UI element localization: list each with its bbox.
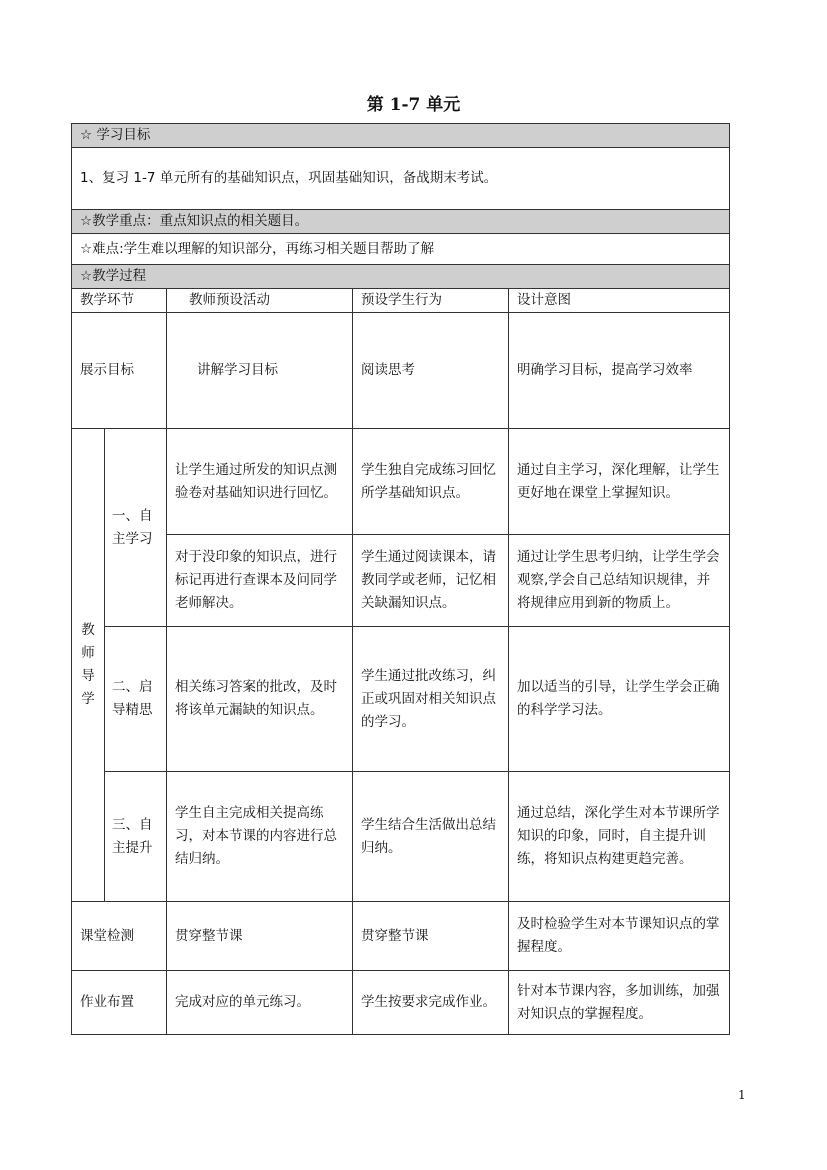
difficult-points: ☆难点:学生难以理解的知识部分，再练习相关题目帮助了解 [72,234,730,265]
stage-cell: 一、自主学习 [105,429,167,627]
process-header: ☆教学过程 [72,265,730,289]
stage-cell: 作业布置 [72,971,167,1035]
intent-cell: 加以适当的引导，让学生学会正确的科学学习法。 [509,627,730,772]
table-row [72,772,730,902]
intent-cell: 明确学习目标，提高学习效率 [509,313,730,429]
table-row [72,535,730,627]
objectives-header: ☆ 学习目标 [72,124,730,148]
column-header: 设计意图 [509,289,730,313]
stage-cell: 二、启导精思 [105,627,167,772]
teacher-cell: 相关练习答案的批改，及时将该单元漏缺的知识点。 [167,627,353,772]
intent-cell: 及时检验学生对本节课知识点的掌握程度。 [509,902,730,971]
intent-cell: 通过让学生思考归纳，让学生学会观察,学会自己总结知识规律，并将规律应用到新的物质上。 [509,535,730,627]
page-number: 1 [738,1088,746,1102]
student-cell: 学生通过阅读课本，请教同学或老师，记忆相关缺漏知识点。 [353,535,509,627]
stage-cell: 展示目标 [72,313,167,429]
column-header: 预设学生行为 [353,289,509,313]
teacher-cell: 学生自主完成相关提高练习，对本节课的内容进行总结归纳。 [167,772,353,902]
lesson-plan-table [71,123,730,1035]
teacher-cell: 完成对应的单元练习。 [167,971,353,1035]
intent-cell: 通过总结，深化学生对本节课所学知识的印象，同时，自主提升训练，将知识点构建更趋完善。 [509,772,730,902]
teacher-cell: 贯穿整节课 [167,902,353,971]
student-cell: 学生结合生活做出总结归纳。 [353,772,509,902]
column-header: 教师预设活动 [167,289,353,313]
objectives-row [72,148,730,210]
objectives-header-row [72,124,730,148]
key-points: ☆教学重点：重点知识点的相关题目。 [72,210,730,234]
student-cell: 贯穿整节课 [353,902,509,971]
column-header: 教学环节 [72,289,167,313]
process-header-row [72,265,730,289]
teacher-cell: 对于没印象的知识点，进行标记再进行查课本及问同学老师解决。 [167,535,353,627]
difficult-points-row [72,234,730,265]
table-row [72,902,730,971]
student-cell: 阅读思考 [353,313,509,429]
column-header-row [72,289,730,313]
stage-cell: 三、自主提升 [105,772,167,902]
teacher-cell: 让学生通过所发的知识点测验卷对基础知识进行回忆。 [167,429,353,535]
table-row [72,627,730,772]
table-row [72,971,730,1035]
teacher-cell: 讲解学习目标 [167,313,353,429]
intent-cell: 通过自主学习，深化理解，让学生更好地在课堂上掌握知识。 [509,429,730,535]
guide-label: 教师导学 [72,429,105,902]
student-cell: 学生按要求完成作业。 [353,971,509,1035]
student-cell: 学生通过批改练习，纠正或巩固对相关知识点的学习。 [353,627,509,772]
stage-cell: 课堂检测 [72,902,167,971]
student-cell: 学生独自完成练习回忆所学基础知识点。 [353,429,509,535]
intent-cell: 针对本节课内容，多加训练，加强对知识点的掌握程度。 [509,971,730,1035]
table-row [72,313,730,429]
document-title: 第 1-7 单元 [366,95,461,115]
table-row [72,429,730,535]
key-points-row [72,210,730,234]
objectives-text: 1、复习 1-7 单元所有的基础知识点，巩固基础知识，备战期末考试。 [72,148,730,210]
